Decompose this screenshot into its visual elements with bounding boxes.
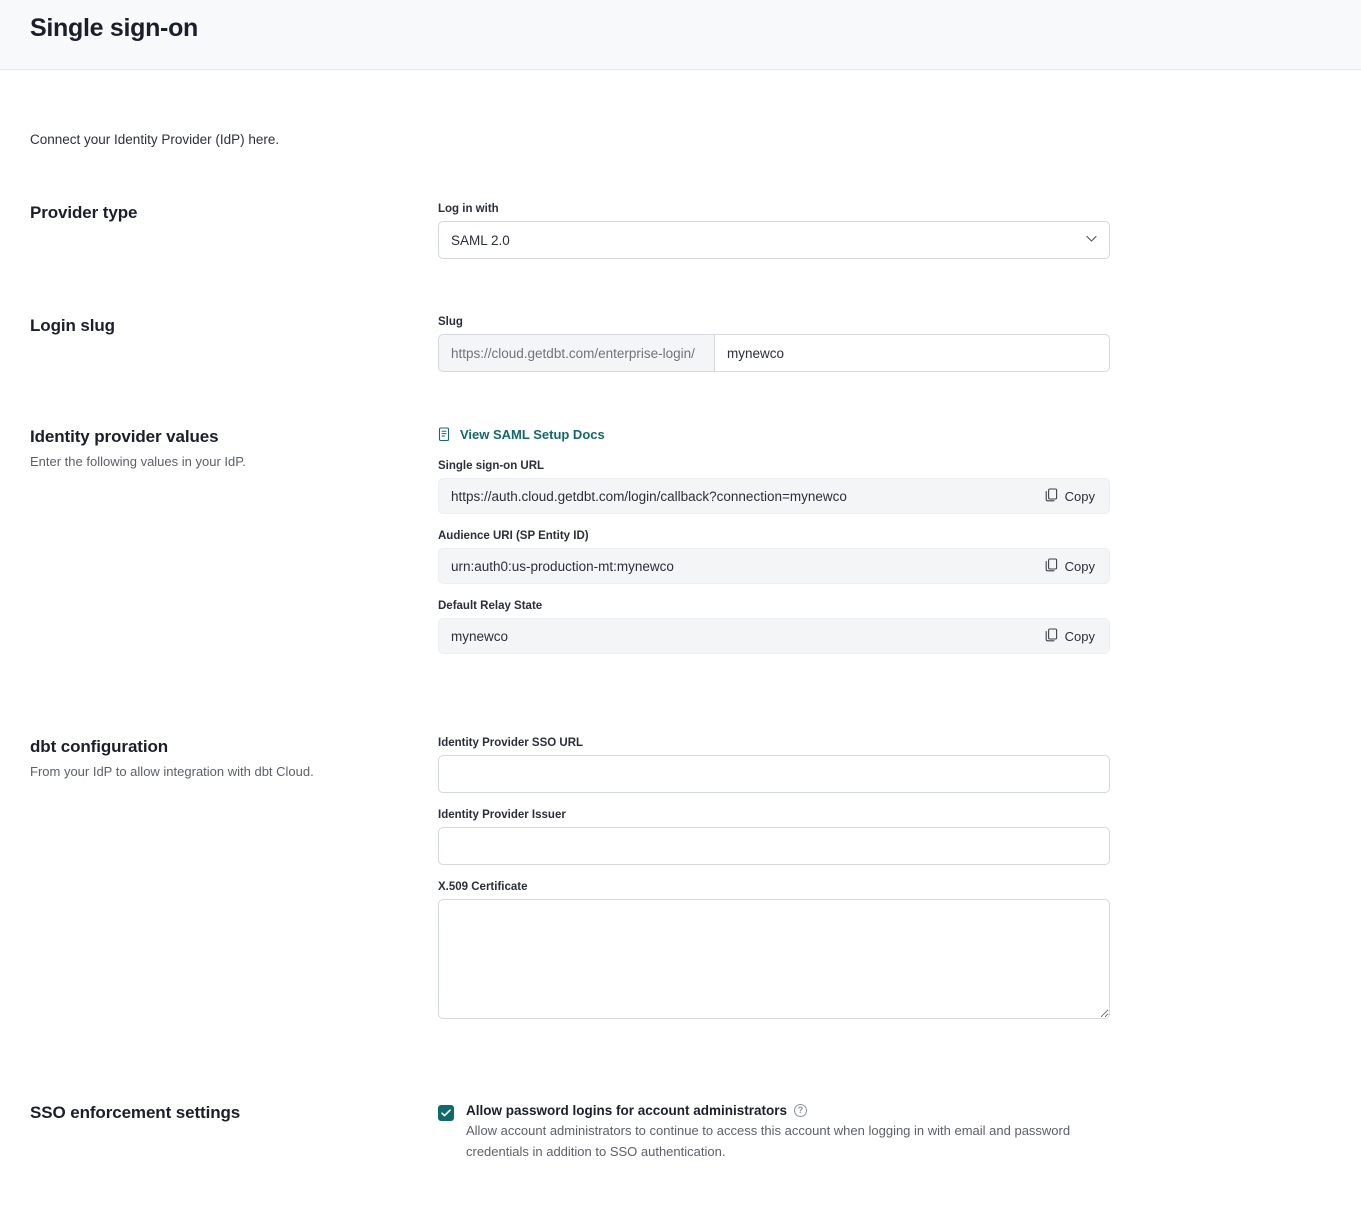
checkbox-label: Allow password logins for account administrators [466,1103,788,1118]
login-with-select[interactable] [438,221,1110,259]
login-with-label: Log in with [438,203,499,215]
section-identity-provider-values [30,427,1331,670]
help-circle-icon[interactable]: ? [794,1104,807,1117]
field-block [438,809,1110,865]
section-login-slug-heading [30,316,438,336]
docs-icon [438,427,451,442]
section-title: SSO enforcement settings [30,1103,241,1122]
section-title: Provider type [30,203,138,222]
copy-button-label: Copy [1064,628,1095,644]
section-subtitle: Enter the following values in your IdP. [30,454,246,469]
login-with-select-wrap [438,221,1110,259]
settings-content [0,70,1361,1223]
section-sso-body [438,1103,1110,1163]
copy-block [438,530,1110,584]
readonly-value-row [438,478,1110,514]
section-idp-body [438,427,1110,670]
section-subtitle: From your IdP to allow integration with dbt Cloud. [30,764,314,779]
slug-label: Slug [438,316,463,328]
section-dbt-configuration [30,737,1331,1040]
docs-link-label: View SAML Setup Docs [460,427,605,442]
copy-button[interactable] [1041,554,1099,579]
page-header [0,0,1361,70]
readonly-value: https://auth.cloud.getdbt.com/login/callback?connection=mynewco [451,488,847,504]
field-label: Default Relay State [438,600,543,612]
idp-sso-url-input[interactable] [438,755,1110,793]
copy-icon [1045,558,1058,575]
section-provider-type-heading [30,203,438,223]
section-idp-heading [30,427,438,472]
idp-issuer-input[interactable] [438,827,1110,865]
x509-certificate-label: X.509 Certificate [438,881,528,893]
copy-button-label: Copy [1064,558,1095,574]
section-dbt-heading [30,737,438,782]
section-sso-heading [30,1103,438,1123]
copy-block [438,460,1110,514]
copy-icon [1045,488,1058,505]
allow-password-logins-row[interactable] [438,1103,1110,1163]
intro-text: Connect your Identity Provider (IdP) here. [30,132,280,147]
readonly-value-row [438,548,1110,584]
copy-button-label: Copy [1064,488,1095,504]
section-title: Identity provider values [30,427,219,446]
field-label: Single sign-on URL [438,460,545,472]
allow-password-logins-title [466,1103,1106,1118]
copy-button[interactable] [1041,484,1099,509]
page-title: Single sign-on [30,14,199,42]
section-login-slug-body [438,316,1110,372]
section-title: dbt configuration [30,737,169,756]
section-provider-type [30,203,1331,259]
field-label: Audience URI (SP Entity ID) [438,530,589,542]
readonly-value: mynewco [451,628,509,644]
readonly-value: urn:auth0:us-production-mt:mynewco [451,558,674,574]
copy-block [438,600,1110,654]
copy-button[interactable] [1041,624,1099,649]
readonly-value-row [438,618,1110,654]
slug-prefix: https://cloud.getdbt.com/enterprise-login/ [438,334,714,372]
section-dbt-body [438,737,1110,1040]
field-block [438,737,1110,793]
slug-input[interactable] [714,334,1110,372]
section-provider-type-body [438,203,1110,259]
allow-password-logins-text [466,1103,1106,1163]
idp-sso-url-label: Identity Provider SSO URL [438,737,584,749]
field-block [438,881,1110,1024]
section-title: Login slug [30,316,115,335]
allow-password-logins-description: Allow account administrators to continue to access this account when logging in with email and password credentials in addition to SSO authentication. [466,1123,1071,1159]
section-sso-enforcement [30,1103,1331,1223]
slug-field-group [438,334,1110,372]
view-saml-setup-docs-link[interactable] [438,427,605,442]
copy-icon [1045,628,1058,645]
x509-certificate-textarea[interactable] [438,899,1110,1019]
allow-password-logins-checkbox[interactable] [438,1105,454,1121]
section-login-slug [30,316,1331,372]
idp-issuer-label: Identity Provider Issuer [438,809,566,821]
